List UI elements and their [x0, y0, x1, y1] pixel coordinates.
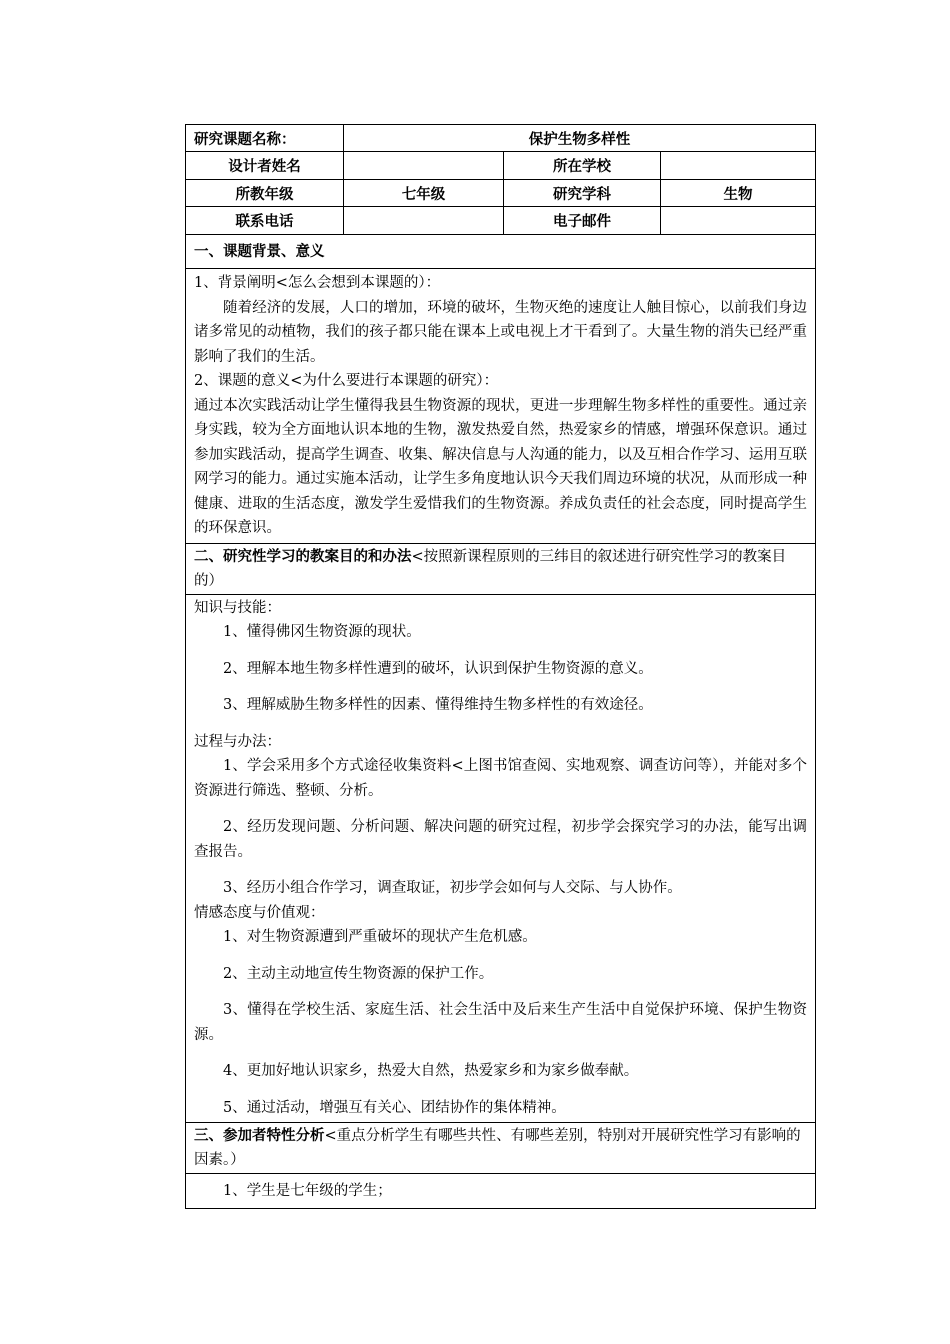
section3-title: 三、参加者特性分析<重点分析学生有哪些共性、有哪些差别，特别对开展研究性学习有影响的因素。）: [186, 1123, 816, 1174]
section1-content: [186, 269, 816, 544]
phone-label: 联系电话: [186, 207, 344, 235]
emotion-item-5: 5、通过活动，增强互有关心、团结协作的集体精神。: [223, 1099, 566, 1116]
emotion-item-1: 1、对生物资源遭到严重破坏的现状产生危机感。: [223, 929, 537, 945]
process-item-1: 1、学会采用多个方式途径收集资料<上图书馆查阅、实地观察、调查访问等），并能对多个资源进行筛选、整顿、分析。: [194, 758, 807, 799]
designer-value: [344, 152, 504, 180]
participant-item-1: 1、学生是七年级的学生；: [223, 1182, 392, 1199]
emotion-heading: 情感态度与价值观：: [194, 904, 325, 921]
topic-value: 保护生物多样性: [344, 125, 816, 152]
background-heading: 1、背景阐明<怎么会想到本课题的）：: [194, 275, 441, 291]
designer-label: 设计者姓名: [186, 152, 344, 180]
email-label: 电子邮件: [504, 207, 661, 235]
emotion-item-3: 3、懂得在学校生活、家庭生活、社会生活中及后来生产生活中自觉保护环境、保护生物资源。: [194, 1002, 807, 1043]
process-heading: 过程与办法：: [194, 733, 281, 750]
significance-text: 通过本次实践活动让学生懂得我县生物资源的现状，更进一步理解生物多样性的重要性。通过亲身实践，较为全方面地认识本地的生物，激发热爱自然，热爱家乡的情感，增强环保意识。通过参加实践活动，提高学生调查、收集、解决信息与人沟通的能力，以及互相合作学习、运用互联网学习的能力。通过实施本活动，让学生多角度地认识今天我们周边环境的状况，从而形成一种健康、进取的生活态度，激发学生爱惜我们的生物资源。养成负责任的社会态度，同时提高学生的环保意识。: [194, 397, 807, 536]
phone-value: [344, 207, 504, 235]
email-value: [661, 207, 816, 235]
grade-value: 七年级: [344, 180, 504, 207]
topic-label: 研究课题名称：: [186, 125, 344, 152]
section1-title: 一、课题背景、意义: [186, 235, 816, 269]
section2-content-row: [186, 594, 816, 1123]
section3-content-row: [186, 1174, 816, 1209]
process-item-3: 3、经历小组合作学习，调查取证，初步学会如何与人交际、与人协作。: [223, 880, 682, 896]
significance-heading: 2、课题的意义<为什么要进行本课题的研究）：: [194, 373, 499, 389]
designer-row: [186, 152, 816, 180]
section3-header-row: [186, 1123, 816, 1174]
topic-row: [186, 125, 816, 152]
emotion-item-2: 2、主动主动地宣传生物资源的保护工作。: [223, 965, 494, 982]
section1-header-row: [186, 235, 816, 269]
process-item-2: 2、经历发现问题、分析问题、解决问题的研究过程，初步学会探究学习的办法，能写出调查报告。: [194, 819, 807, 860]
grade-label: 所教年级: [186, 180, 344, 207]
background-text: 随着经济的发展，人口的增加，环境的破坏，生物灭绝的速度让人触目惊心，以前我们身边诸多常见的动植物，我们的孩子都只能在课本上或电视上才干看到了。大量生物的消失已经严重影响了我们的生活。: [194, 299, 807, 365]
knowledge-item-3: 3、理解威胁生物多样性的因素、懂得维持生物多样性的有效途径。: [223, 697, 653, 713]
section2-header-row: [186, 543, 816, 594]
school-label: 所在学校: [504, 152, 661, 180]
school-value: [661, 152, 816, 180]
knowledge-item-1: 1、懂得佛冈生物资源的现状。: [223, 624, 421, 640]
section2-title: 二、研究性学习的教案目的和办法<按照新课程原则的三纬目的叙述进行研究性学习的教案目的）: [186, 543, 816, 594]
subject-value: 生物: [661, 180, 816, 207]
section3-content: [186, 1174, 816, 1209]
section1-content-row: [186, 269, 816, 544]
emotion-item-4: 4、更加好地认识家乡，热爱大自然，热爱家乡和为家乡做奉献。: [223, 1063, 639, 1079]
lesson-plan-table: [185, 124, 816, 1209]
knowledge-item-2: 2、理解本地生物多样性遭到的破坏，认识到保护生物资源的意义。: [223, 660, 653, 677]
phone-row: [186, 207, 816, 235]
subject-label: 研究学科: [504, 180, 661, 207]
section2-content: [186, 594, 816, 1123]
knowledge-heading: 知识与技能：: [194, 599, 281, 616]
grade-row: [186, 180, 816, 207]
